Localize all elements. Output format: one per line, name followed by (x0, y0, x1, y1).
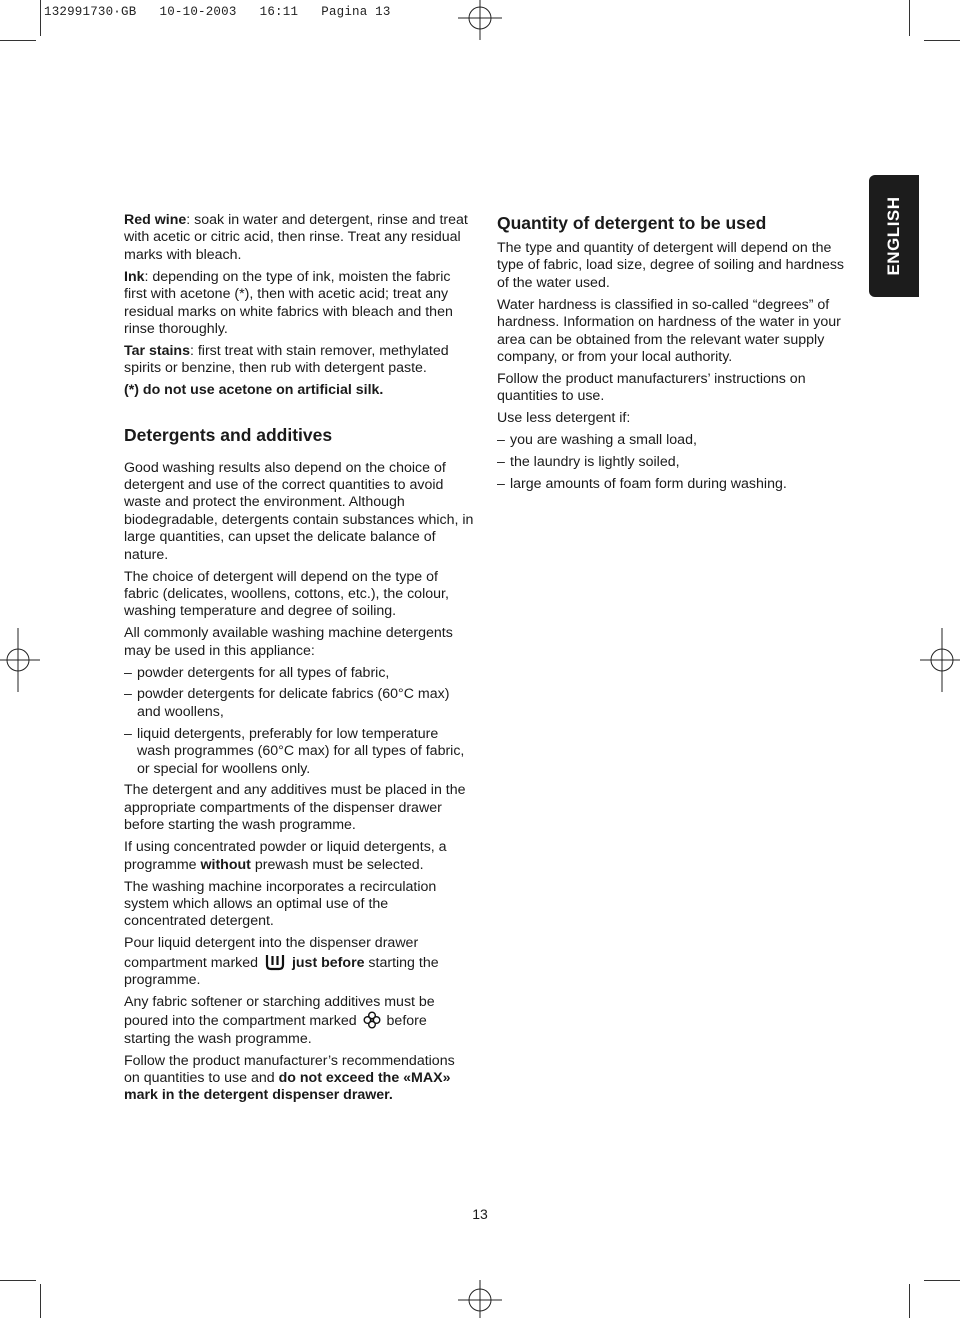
detergents-paragraph-1: Good washing results also depend on the choice of detergent and use of the correct quantities to avoid waste and protect the environment. Although biodegradable, detergents contain substances which, in large quantities, can upset the delicate balance of nature. (124, 459, 474, 563)
list-dash: – (497, 475, 505, 492)
list-dash: – (124, 686, 132, 703)
ink-label: Ink (124, 268, 145, 285)
detergents-paragraph-2: The choice of detergent will depend on the type of fabric (delicates, woollens, cottons, etc.), the colour, washing temperature and degree of soiling. (124, 568, 449, 620)
trim-mark-bottom-left (0, 1280, 36, 1281)
quantity-paragraph-3: Follow the product manufacturers’ instructions on quantities to use. (497, 370, 806, 405)
list-item-text: powder detergents for delicate fabrics (60°C max) and woollens, (137, 686, 450, 720)
red-wine-paragraph (124, 212, 474, 264)
red-wine-text: : soak in water and detergent, rinse and treat with acetic or citric acid, then rinse. Treat any residual marks with bleach. (124, 212, 468, 263)
language-tab-label: ENGLISH (884, 196, 903, 276)
list-dash: – (497, 432, 505, 449)
tar-text: : first treat with stain remover, methylated spirits or benzine, then rub with detergent paste. (124, 342, 449, 377)
p9-bold: do not exceed the «MAX» mark in the detergent dispenser drawer. (124, 1070, 451, 1104)
list-item-text: you are washing a small load, (510, 432, 697, 449)
list-item-text: liquid detergents, preferably for low temperature wash programmes (60°C max) for all types of fabric, or special for woollens only. (137, 725, 465, 777)
print-slug: 132991730·GB 10-10-2003 16:11 Pagina 13 (44, 5, 391, 19)
quantity-heading: Quantity of detergent to be used (497, 213, 767, 233)
detergents-paragraph-4: The detergent and any additives must be placed in the appropriate compartments of the dispenser drawer before starting the wash programme. (124, 782, 466, 834)
flower-softener-icon (363, 1011, 381, 1029)
tar-label: Tar stains (124, 342, 190, 359)
trim-mark-bottom-right (924, 1280, 960, 1281)
detergents-paragraph-9 (124, 1053, 474, 1105)
list-dash: – (497, 453, 505, 470)
list-dash: – (124, 664, 132, 681)
list-item (497, 432, 847, 449)
tar-paragraph (124, 343, 474, 378)
trim-mark-top-left-v (40, 0, 41, 36)
registration-mark-left-icon (0, 628, 40, 692)
list-item-text: large amounts of foam form during washing. (510, 475, 787, 492)
acetone-note-text: (*) do not use acetone on artificial silk. (124, 382, 384, 399)
p9-text-a: Follow the product manufacturer’s recommendations on quantities to use and (124, 1052, 455, 1087)
red-wine-label: Red wine (124, 212, 187, 228)
detergents-paragraph-6: The washing machine incorporates a recirculation system which allows an optimal use of the concentrated detergent. (124, 878, 437, 930)
detergents-paragraph-5 (124, 839, 474, 874)
trim-mark-bottom-left-v (40, 1284, 41, 1318)
p5-text-c: prewash must be selected. (250, 856, 424, 873)
acetone-note (124, 382, 474, 399)
list-item-text: the laundry is lightly soiled, (510, 453, 680, 470)
ink-text: : depending on the type of ink, moisten the fabric first with acetone (*), then with acetic acid; treat any residual marks on white fabrics with bleach and then rinse thoroughly. (124, 268, 453, 337)
detergents-paragraph-7 (124, 935, 474, 989)
quantity-paragraph-1: The type and quantity of detergent will depend on the type of fabric, load size, degree of soiling and hardness of the water used. (497, 240, 845, 291)
list-item-text: powder detergents for all types of fabric, (137, 664, 390, 681)
detergents-paragraph-3: All commonly available washing machine detergents may be used in this appliance: (124, 625, 453, 659)
list-item (497, 454, 847, 471)
list-item (497, 476, 847, 493)
main-wash-icon (264, 953, 286, 971)
p7-text-c: starting the programme. (124, 954, 439, 989)
registration-mark-bottom-icon (458, 1280, 502, 1318)
trim-mark-top-left (0, 40, 36, 41)
right-column (497, 212, 847, 498)
registration-mark-top-icon (458, 0, 502, 40)
page-number: 13 (472, 1206, 488, 1222)
quantity-paragraph-4: Use less detergent if: (497, 410, 631, 427)
trim-mark-top-right (924, 40, 960, 41)
p7-text-a: Pour liquid detergent into the dispenser drawer compartment marked (124, 935, 419, 971)
left-column (124, 212, 474, 1109)
detergents-paragraph-8 (124, 994, 474, 1048)
p8-text-a: Any fabric softener or starching additives must be poured into the compartment marked (124, 993, 435, 1030)
trim-mark-bottom-right-v (909, 1284, 910, 1318)
p5-text-a: If using concentrated powder or liquid detergents, a programme (124, 839, 447, 873)
trim-mark-top-right-v (909, 0, 910, 36)
p7-bold: just before (291, 954, 365, 971)
p8-text-b: before starting the wash programme. (124, 1013, 427, 1047)
detergents-heading: Detergents and additives (124, 424, 333, 445)
list-dash: – (124, 725, 132, 742)
list-item (124, 686, 474, 721)
ink-paragraph (124, 269, 474, 339)
list-item (124, 665, 474, 682)
quantity-paragraph-2: Water hardness is classified in so-called “degrees” of hardness. Information on hardness of the water in your area can be obtained from the relevant water supply company, or from your local authority. (497, 296, 841, 365)
language-tab (869, 175, 919, 297)
p5-bold: without (200, 856, 251, 873)
list-item (124, 726, 474, 778)
registration-mark-right-icon (920, 628, 960, 692)
